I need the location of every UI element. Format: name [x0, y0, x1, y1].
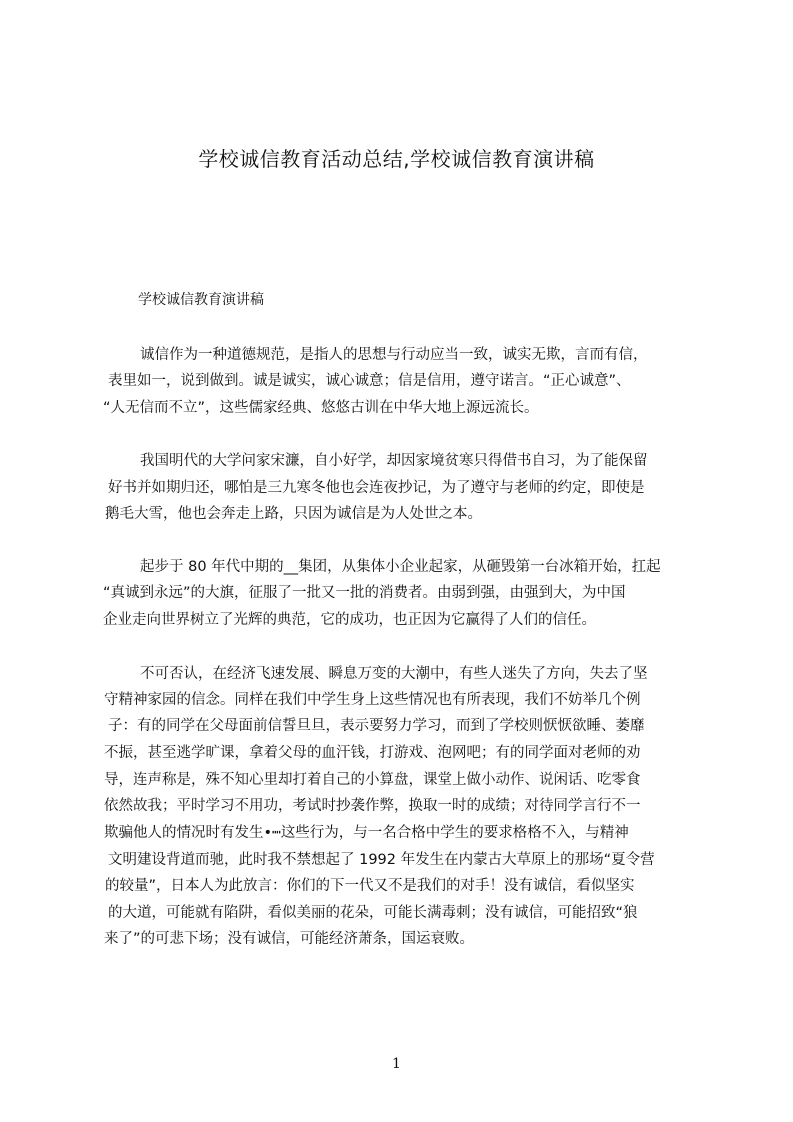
text-line: 企业走向世界树立了光辉的典范，它的成功，也正因为它赢得了人们的信任。	[103, 612, 596, 628]
text-line: 起步于 80 年代中期的__集团，从集体小企业起家，从砸毁第一台冰箱开始，扛起	[140, 559, 661, 575]
text-line: 来了”的可悲下场；没有诚信，可能经济萧条，国运衰败。	[104, 931, 475, 947]
text-line: 诚信作为一种道德规范，是指人的思想与行动应当一致，诚实无欺，言而有信，	[140, 347, 648, 363]
text-line: 鹅毛大雪，他也会奔走上路，只因为诚信是为人处世之本。	[105, 506, 482, 522]
text-line: 欺骗他人的情况时有发生•┉这些行为，与一名合格中学生的要求格格不入，与精神	[104, 825, 629, 841]
text-line: 的较量”，日本人为此放言：你们的下一代又不是我们的对手！没有诚信，看似坚实	[105, 878, 635, 894]
text-line: 不振，甚至逃学旷课，拿着父母的血汗钱，打游戏、泡网吧；有的同学面对老师的劝	[104, 745, 641, 761]
document-title: 学校诚信教育活动总结,学校诚信教育演讲稿	[198, 147, 595, 171]
document-subtitle: 学校诚信教育演讲稿	[138, 292, 264, 308]
page-number: 1	[392, 1056, 401, 1072]
text-line: 守精神家园的信念。同样在我们中学生身上这些情况也有所表现，我们不妨举几个例	[104, 692, 641, 708]
text-line: “真诚到永远”的大旗，征服了一批又一批的消费者。由弱到强，由强到大，为中国	[103, 585, 626, 601]
text-line: 文明建设背道而驰，此时我不禁想起了 1992 年发生在内蒙古大草原上的那场“夏令营	[108, 852, 655, 868]
text-line: 不可否认，在经济飞速发展、瞬息万变的大潮中，有些人迷失了方向，失去了坚	[140, 666, 648, 682]
text-line: 子：有的同学在父母面前信誓旦旦，表示要努力学习，而到了学校则恹恹欲睡、萎靡	[108, 718, 645, 734]
text-line: 表里如一，说到做到。诚是诚实，诚心诚意；信是信用，遵守诺言。“正心诚意”、	[108, 373, 631, 389]
text-line: 好书并如期归还，哪怕是三九寒冬他也会连夜抄记，为了遵守与老师的约定，即使是	[108, 480, 645, 496]
text-line: 的大道，可能就有陷阱，看似美丽的花朵，可能长满毒刺；没有诚信，可能招致“狼	[108, 905, 638, 921]
text-line: 导，连声称是，殊不知心里却打着自己的小算盘，课堂上做小动作、说闲话、吃零食	[104, 772, 641, 788]
text-line: 我国明代的大学问家宋濂，自小好学，却因家境贫寒只得借书自习，为了能保留	[140, 453, 648, 469]
text-line: “人无信而不立”，这些儒家经典、悠悠古训在中华大地上源远流长。	[103, 400, 539, 416]
text-line: 依然故我；平时学习不用功，考试时抄袭作弊，换取一时的成绩；对待同学言行不一	[104, 798, 641, 814]
